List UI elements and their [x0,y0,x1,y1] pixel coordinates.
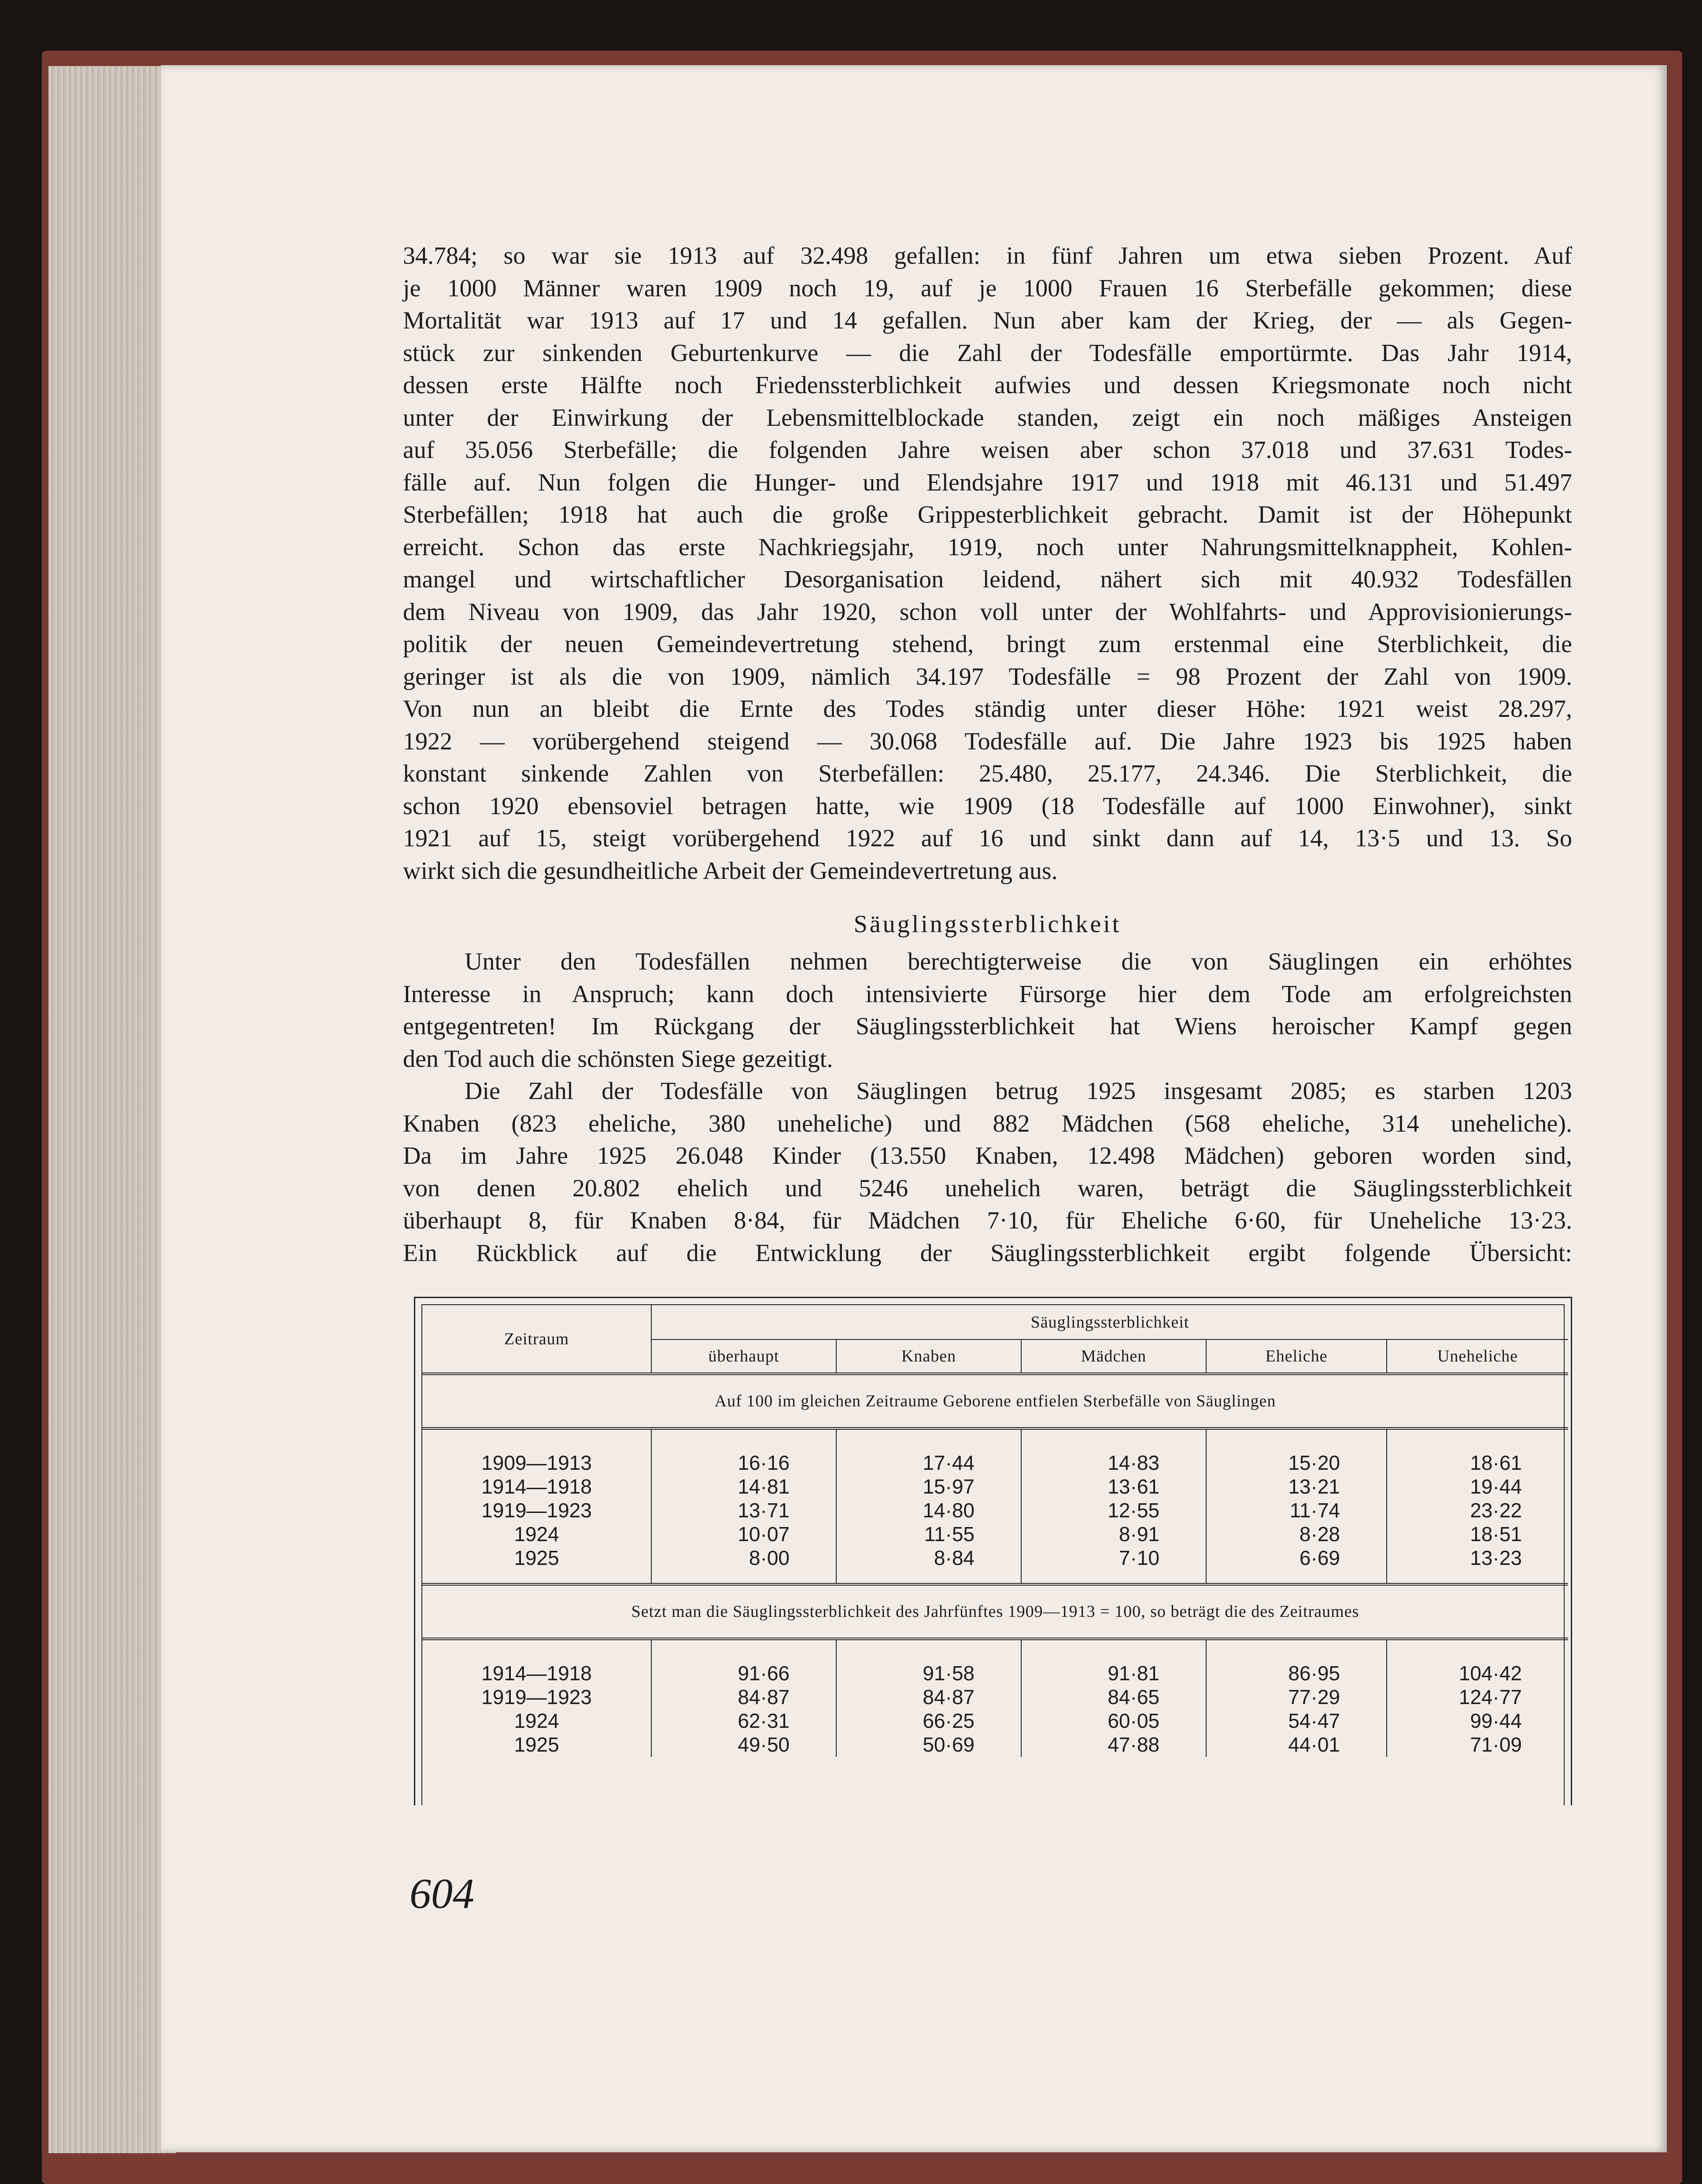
period-cell: 1925 [514,1546,559,1569]
value-cell: 18·51 [1470,1523,1522,1546]
value-cell: 13·61 [1108,1475,1159,1498]
period-cell: 1914—1918 [481,1475,592,1498]
value-cell: 60·05 [1108,1709,1159,1732]
header-col-eheliche: Eheliche [1206,1339,1387,1374]
text-line: Von nun an bleibt die Ernte des Todes ständig unter dieser Höhe: 1921 weist 28.297, [403,695,1572,723]
text-line: erreicht. Schon das erste Nachkriegsjahr, 1919, noch unter Nahrungsmittelknappheit, Kohlen- [403,533,1572,561]
value-cell: 18·61 [1470,1451,1522,1474]
value-cell: 8·84 [934,1546,975,1569]
value-cell: 62·31 [738,1709,790,1732]
values-maedchen-2 [1021,1639,1206,1757]
values-eheliche-2 [1206,1639,1387,1757]
value-cell: 6·69 [1299,1546,1340,1569]
text-line: je 1000 Männer waren 1909 noch 19, auf je 1000 Frauen 16 Sterbefälle gekommen; diese [403,274,1572,302]
table-note-1: Auf 100 im gleichen Zeitraume Geborene entfielen Sterbefälle von Säuglingen [422,1374,1568,1428]
period-cell: 1924 [514,1523,559,1546]
value-cell: 99·44 [1470,1709,1522,1732]
text-line: von denen 20.802 ehelich und 5246 unehelich waren, beträgt die Säuglingssterblichkeit [403,1174,1572,1202]
period-cell: 1919—1923 [481,1499,592,1522]
values-maedchen-1 [1021,1428,1206,1584]
value-cell: 13·23 [1470,1546,1522,1569]
values-eheliche-1 [1206,1428,1387,1584]
header-col-uneheliche: Uneheliche [1387,1339,1568,1374]
value-cell: 14·83 [1108,1451,1159,1474]
values-uneheliche-1 [1387,1428,1568,1584]
text-line: Da im Jahre 1925 26.048 Kinder (13.550 Knaben, 12.498 Mädchen) geboren worden sind, [403,1142,1572,1169]
value-cell: 13·21 [1288,1475,1340,1498]
value-cell: 54·47 [1288,1709,1340,1732]
value-cell: 71·09 [1470,1733,1522,1756]
text-line: politik der neuen Gemeindevertretung stehend, bringt zum erstenmal eine Sterblichkeit, die [403,631,1572,658]
values-ueberhaupt-2 [651,1639,836,1757]
text-line: den Tod auch die schönsten Siege gezeitigt. [403,1045,833,1073]
header-group: Säuglingssterblichkeit [651,1305,1568,1339]
text-line: fälle auf. Nun folgen die Hunger- und Elendsjahre 1917 und 1918 mit 46.131 und 51.497 [403,469,1572,496]
value-cell: 8·00 [749,1546,790,1569]
value-cell: 14·81 [738,1475,790,1498]
text-line: entgegentreten! Im Rückgang der Säuglingssterblichkeit hat Wiens heroischer Kampf gegen [403,1013,1572,1040]
data-table [422,1305,1568,1757]
period-column-2 [422,1639,651,1757]
text-line: wirkt sich die gesundheitliche Arbeit der Gemeindevertretung aus. [403,857,1058,885]
page-edges [48,66,176,2153]
value-cell: 49·50 [738,1733,790,1756]
period-cell: 1925 [514,1733,559,1756]
value-cell: 15·97 [923,1475,975,1498]
text-line: schon 1920 ebensoviel betragen hatte, wie 1909 (18 Todesfälle auf 1000 Einwohner), sinkt [403,792,1572,820]
page-number: 604 [410,1870,474,1918]
value-cell: 17·44 [923,1451,975,1474]
value-cell: 13·71 [738,1499,790,1522]
text-line: Knaben (823 eheliche, 380 uneheliche) und 882 Mädchen (568 eheliche, 314 uneheliche). [403,1110,1572,1137]
value-cell: 91·66 [738,1662,790,1685]
value-cell: 47·88 [1108,1733,1159,1756]
value-cell: 16·16 [738,1451,790,1474]
paragraph-3 [403,1075,1572,1269]
value-cell: 44·01 [1288,1733,1340,1756]
text-line: auf 35.056 Sterbefälle; die folgenden Jahre weisen aber schon 37.018 und 37.631 Todes- [403,436,1572,464]
text-line: 34.784; so war sie 1913 auf 32.498 gefallen: in fünf Jahren um etwa sieben Prozent. Auf [403,242,1572,269]
header-col-ueberhaupt: überhaupt [651,1339,836,1374]
value-cell: 91·58 [923,1662,975,1685]
text-line: mangel und wirtschaftlicher Desorganisation leidend, nähert sich mit 40.932 Todesfällen [403,566,1572,593]
values-ueberhaupt-1 [651,1428,836,1584]
period-cell: 1914—1918 [481,1662,592,1685]
value-cell: 15·20 [1288,1451,1340,1474]
text-line: stück zur sinkenden Geburtenkurve — die Zahl der Todesfälle emportürmte. Das Jahr 1914, [403,339,1572,367]
period-cell: 1909—1913 [481,1451,592,1474]
text-line: geringer ist als die von 1909, nämlich 34.197 Todesfälle = 98 Prozent der Zahl von 1909. [403,663,1572,690]
header-col-maedchen: Mädchen [1021,1339,1206,1374]
value-cell: 19·44 [1470,1475,1522,1498]
value-cell: 7·10 [1119,1546,1159,1569]
body-text [403,240,1572,1269]
text-line: Mortalität war 1913 auf 17 und 14 gefallen. Nun aber kam der Krieg, der — als Gegen- [403,307,1572,334]
value-cell: 23·22 [1470,1499,1522,1522]
value-cell: 12·55 [1108,1499,1159,1522]
value-cell: 14·80 [923,1499,975,1522]
value-cell: 11·55 [924,1523,975,1546]
value-cell: 8·28 [1299,1523,1340,1546]
text-line: 1922 — vorübergehend steigend — 30.068 Todesfälle auf. Die Jahre 1923 bis 1925 haben [403,727,1572,755]
table-note-2: Setzt man die Säuglingssterblichkeit des Jahrfünftes 1909—1913 = 100, so beträgt die des Zeitraumes [422,1584,1568,1639]
text-line: unter der Einwirkung der Lebensmittelblockade standen, zeigt ein noch mäßiges Ansteigen [403,404,1572,432]
text-line: konstant sinkende Zahlen von Sterbefällen: 25.480, 25.177, 24.346. Die Sterblichkeit, die [403,760,1572,787]
value-cell: 91·81 [1108,1662,1159,1685]
paragraph-intro [403,240,1572,887]
value-cell: 84·87 [738,1686,790,1708]
text-line: Sterbefällen; 1918 hat auch die große Grippesterblichkeit gebracht. Damit ist der Höhepunkt [403,501,1572,528]
value-cell: 8·91 [1119,1523,1159,1546]
value-cell: 84·65 [1108,1686,1159,1708]
value-cell: 11·74 [1289,1499,1340,1522]
value-cell: 77·29 [1288,1686,1340,1708]
text-line: dem Niveau von 1909, das Jahr 1920, schon voll unter der Wohlfahrts- und Approvisionierungs- [403,598,1572,626]
section-heading: Säuglingssterblichkeit [853,911,1122,938]
value-cell: 10·07 [738,1523,790,1546]
period-column-1 [422,1428,651,1584]
header-zeitraum: Zeitraum [504,1329,569,1348]
text-line: Ein Rückblick auf die Entwicklung der Säuglingssterblichkeit ergibt folgende Übersicht: [403,1239,1572,1267]
period-cell: 1919—1923 [481,1686,592,1708]
values-knaben-2 [836,1639,1021,1757]
values-knaben-1 [836,1428,1021,1584]
value-cell: 66·25 [923,1709,975,1732]
value-cell: 124·77 [1458,1686,1522,1708]
text-line: Interesse in Anspruch; kann doch intensivierte Fürsorge hier dem Tode am erfolgreichsten [403,980,1572,1008]
table-inner-frame [421,1304,1565,1805]
period-cell: 1924 [514,1709,559,1732]
text-line: Die Zahl der Todesfälle von Säuglingen betrug 1925 insgesamt 2085; es starben 1203 [465,1077,1572,1105]
infant-mortality-table [414,1297,1572,1805]
text-line: dessen erste Hälfte noch Friedenssterblichkeit aufwies und dessen Kriegsmonate noch nicht [403,372,1572,399]
paragraph-2 [403,946,1572,1075]
header-col-knaben: Knaben [836,1339,1021,1374]
value-cell: 104·42 [1458,1662,1522,1685]
text-line: 1921 auf 15, steigt vorübergehend 1922 auf 16 und sinkt dann auf 14, 13·5 und 13. So [403,825,1572,852]
value-cell: 86·95 [1288,1662,1340,1685]
text-line: überhaupt 8, für Knaben 8·84, für Mädchen 7·10, für Eheliche 6·60, für Uneheliche 13·23. [403,1207,1572,1234]
text-line: Unter den Todesfällen nehmen berechtigterweise die von Säuglingen ein erhöhtes [465,948,1572,975]
values-uneheliche-2 [1387,1639,1568,1757]
value-cell: 50·69 [923,1733,975,1756]
value-cell: 84·87 [923,1686,975,1708]
